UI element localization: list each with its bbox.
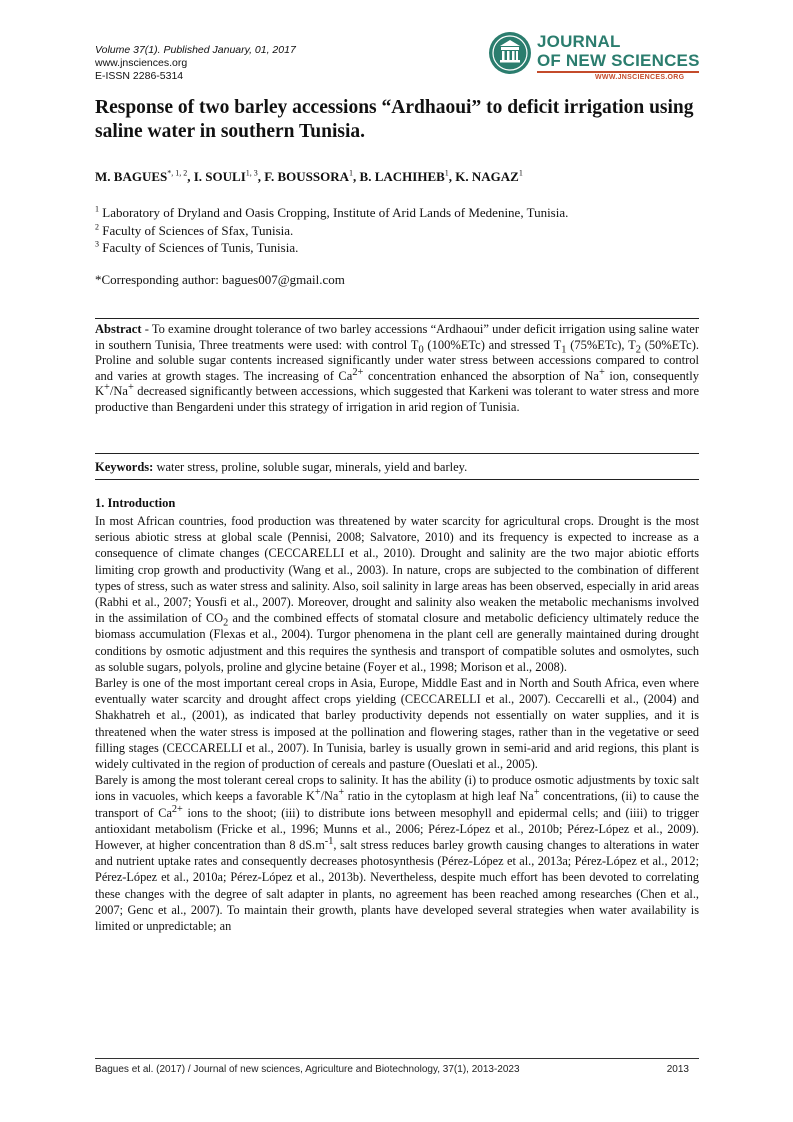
abstract-subscript: 0 [418,344,424,356]
paper-title: Response of two barley accessions “Ardhaoui” to deficit irrigation using saline water in southern Tunisia. [95,97,694,142]
journal-eissn: E-ISSN 2286-5314 [95,70,184,82]
logo-line2: OF NEW SCIENCES [537,51,700,70]
affiliation-number: 3 [95,239,99,249]
author-name: K. NAGAZ [455,169,519,184]
affiliation-item [95,239,568,257]
logo-line1: JOURNAL [537,32,621,51]
footer-citation: Bagues et al. (2017) / Journal of new sciences, Agriculture and Biotechnology, 37(1), 2013-2023 [95,1064,520,1075]
paragraph-superscript: 2+ [171,803,183,815]
abstract [95,322,699,416]
introduction-body [95,513,699,934]
abstract-top-rule [95,318,699,319]
abstract-subscript: 2 [635,344,641,356]
author-affil-mark: 1 [349,168,354,178]
author-affil-mark: 1 [518,168,523,178]
journal-emblem-icon [487,30,533,76]
author-affil-mark: 1 [444,168,449,178]
abstract-superscript: 2+ [352,366,364,378]
paragraph-text: Barely is among the most tolerant cereal crops to salinity. It has the ability (i) to produce osmotic adjustments by toxic salt ions in vacuoles, which keeps a favorable K [95,773,699,804]
abstract-text: /Na [109,384,128,399]
keywords [95,460,699,475]
abstract-superscript: + [598,366,605,378]
author-affil-mark: 1, 3 [245,168,258,178]
intro-paragraph [95,772,699,934]
abstract-label: Abstract [95,322,142,336]
affiliation-item [95,204,568,222]
section-heading-introduction: 1. Introduction [95,496,176,510]
paragraph-subscript: 2 [223,617,229,629]
paragraph-text: /Na [320,789,339,804]
affiliations [95,204,568,257]
abstract-text: (100%ETc) and stressed T [423,337,562,352]
volume-info: Volume 37(1). Published January, 01, 2017 [95,44,296,56]
journal-logo-text [537,32,700,70]
journal-meta [95,44,296,83]
abstract-text: concentration enhanced the absorption of Na [363,368,599,383]
journal-logo [487,26,702,86]
logo-divider [537,71,699,73]
author-name: F. BOUSSORA [264,169,350,184]
affiliation-text: Faculty of Sciences of Tunis, Tunisia. [102,240,299,255]
paragraph-superscript: + [533,787,540,799]
abstract-superscript: + [127,382,134,394]
author-name: M. BAGUES [95,169,168,184]
page-number: 2013 [666,1064,689,1075]
affiliation-number: 2 [95,222,99,232]
author-affil-mark: *, 1, 2 [167,168,188,178]
paragraph-text: concentrations, (ii) to cause the transport of Ca [95,789,700,820]
author-name: I. SOULI [193,169,246,184]
abstract-bottom-rule [95,453,699,454]
intro-paragraph: Barley is one of the most important cereal crops in Asia, Europe, Middle East and in North and South Africa, even where eventually water scarcity and drought affect crops yielding (CECCARELLI et al., 2007). Ceccarelli et al., (2004) and Shakhatreh et al., (2001), as indicated that barley productivity depends not essentially on water supplies, and it is threatened when the water stress is imposed at the pollination and flowering stages, rather than in the vegetative or seed filling stages (CECCARELLI et al., 2007). In Tunisia, barley is usually grown in semi-arid and arid regions, this plant is widely cultivated in the region of production of cereals and pasture (Oueslati et al., 2005). [95,676,699,772]
paragraph-text: , salt stress reduces barley growth causing changes to alterations in water and nutrient uptake rates and consequently decreases photosynthesis (Pérez-López et al., 2013a; Pérez-López et al., 2012; Pérez-López et al., 2010a; Pérez-López et al., 2013b). Nevertheless, despite much effort has been devoted to correlating these changes with the degree of salt adapter in plants, no agreement has been reached among researches (Chen et al., 2007; Genc et al., 2007). To maintain their growth, plants have developed several strategies when water availability is limited or unpredictable; an [95,838,700,934]
footer-rule [95,1058,699,1059]
affiliation-text: Faculty of Sciences of Sfax, Tunisia. [102,222,294,238]
paragraph-superscript: + [314,787,321,799]
page-footer [95,1064,699,1075]
keywords-label: Keywords: [95,460,154,474]
affiliation-number: 1 [95,204,99,214]
abstract-text: (75%ETc), T [566,337,636,352]
keywords-text: water stress, proline, soluble sugar, minerals, yield and barley. [153,460,468,474]
abstract-text: ion, consequently K [95,368,700,399]
keywords-bottom-rule [95,479,699,480]
abstract-text: - To examine drought tolerance of two barley accessions “Ardhaoui” under deficit irrigation using saline water in southern Tunisia, Three treatments were used: with control T [95,322,699,352]
journal-website: www.jnsciences.org [95,57,188,69]
paragraph-text: ions to the shoot; (iii) to distribute ions between mesophyll and epidermal cells; and (iiii) to trigger antioxidant metabolism (Fricke et al., 1996; Munns et al., 2006; Pérez-López et al., 2010b; Pérez-López et al., 2009). However, at higher concentration than 8 dS.m [95,805,700,853]
paragraph-superscript: -1 [324,835,334,847]
paragraph-text: ratio in the cytoplasm at high leaf Na [344,789,534,804]
affiliation-text: Laboratory of Dryland and Oasis Cropping, Institute of Arid Lands of Medenine, Tunisia. [102,205,569,220]
author-list: M. $BAGUES^{*, 1, 2}$, I. SOULI$^{1, 3}$, F. BOUSSORA$^1$, B. LACHIHEB$^1$, K. NAGAZ$^1$ [95,168,523,184]
paragraph-text: In most African countries, food production was threatened by water scarcity for agricultural crops. Drought is the most serious abiotic stress at global scale (Pennisi, 2008; Salvatore, 2010) and its frequency is expected to increase as a consequence of climate changes (CECCARELLI et al., 2010). Drought and salinity are the two major abiotic efforts limiting crop growth and productivity (Wang et al., 2003). In nature, crops are subjected to the combination of different types of stress, such as water stress and salinity. Also, soil salinity in large areas has been observed, especially in arid areas (Rabhi et al., 2007; Yousfi et al., 2007). Moreover, drought and salinity also weaken the metabolic mechanisms involved in the assimilation of CO [95,514,699,626]
paragraph-text: and the combined effects of stomatal closure and metabolic deficiency ultimately reduce the biomass accumulation (Flexas et al., 2004). Turgor phenomena in the plant cell are generally maintained during drought conditions by osmotic adjustment and this requires the synthesis and transport of compatible solutes and osmolytes, such as soluble sugars, polyols, proline and glycine betaine (Foyer et al., 1998; Morison et al., 2008). [95,611,699,674]
author-name: B. LACHIHEB [359,169,445,184]
logo-url: WWW.JNSCIENCES.ORG [595,74,685,81]
abstract-subscript: 1 [561,344,567,356]
abstract-superscript: + [104,382,110,394]
corresponding-author: *Corresponding author: bagues007@gmail.com [95,272,345,287]
abstract-text: (50%ETc). Proline and soluble sugar contents increased significantly under water stress between accessions compared to control and varies at growth stages. The increasing of Ca [95,337,700,383]
intro-paragraph [95,513,699,675]
affiliation-item [95,222,568,240]
paragraph-superscript: + [338,787,345,799]
abstract-text: decreased significantly between accessions, which suggested that Karkeni was tolerant to water stress and more productive than Bengardeni under this strategy of irrigation in arid region of Tunisia. [95,384,699,414]
